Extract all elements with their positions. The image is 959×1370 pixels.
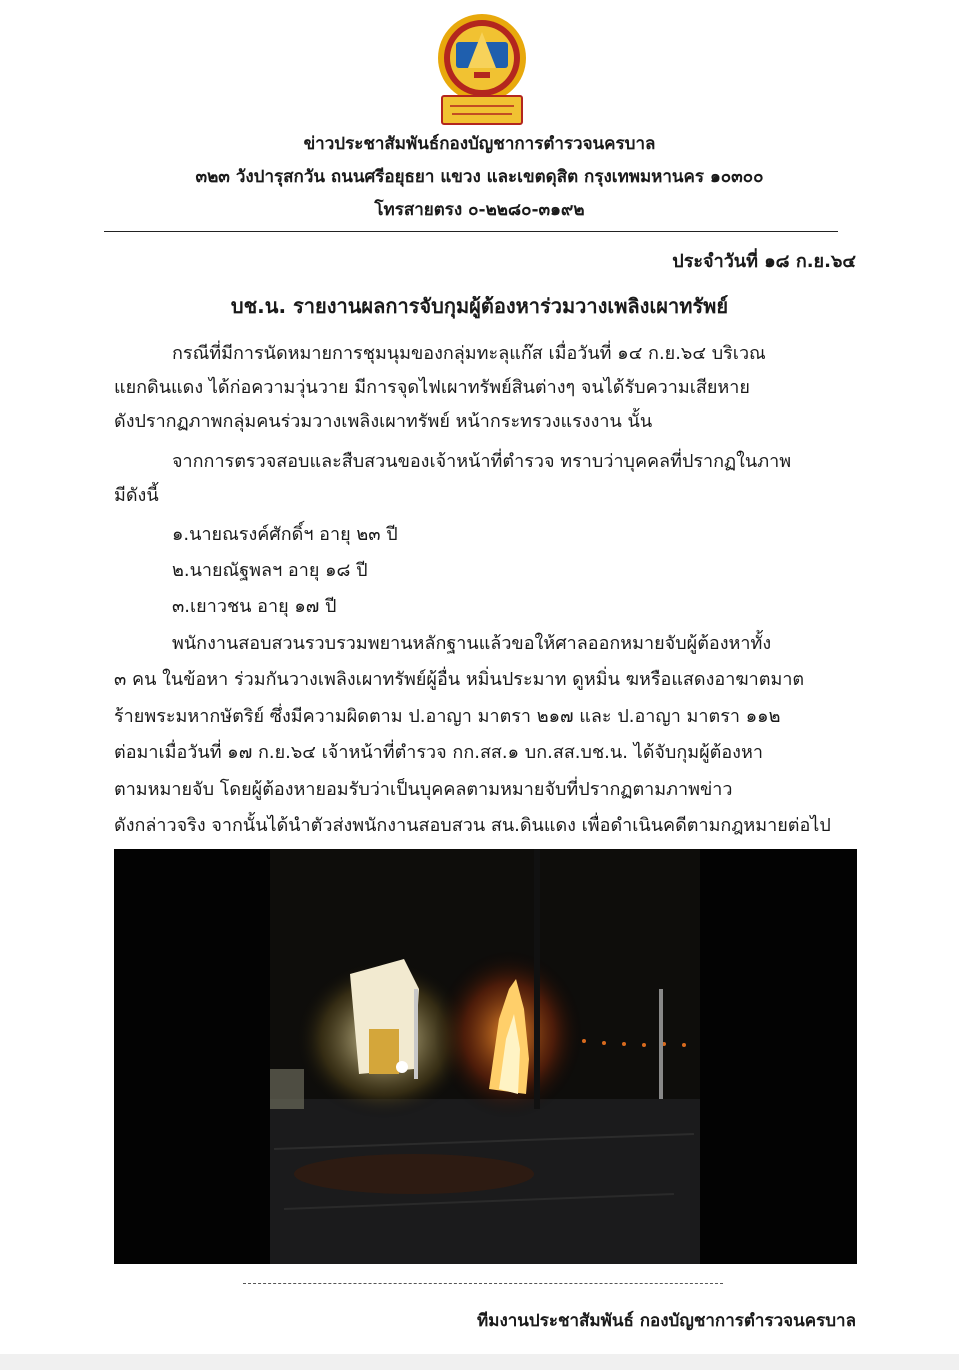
police-division-emblem-icon bbox=[434, 10, 530, 128]
body-line: ดังกล่าวจริง จากนั้นได้นำตัวส่งพนักงานสอบสวน สน.ดินแดง เพื่อดำเนินคดีตามกฎหมายต่อไป bbox=[114, 815, 831, 836]
page-bottom-band bbox=[0, 1354, 959, 1370]
body-line: ต่อมาเมื่อวันที่ ๑๗ ก.ย.๖๔ เจ้าหน้าที่ตำรวจ กก.สส.๑ บก.สส.บช.น. ได้จับกุมผู้ต้องหา bbox=[114, 742, 763, 763]
header-phone: โทรสายตรง ๐-๒๒๘๐-๓๑๙๒ bbox=[374, 200, 585, 220]
header-divider bbox=[104, 231, 838, 232]
suspect-item: ๓.เยาวชน อายุ ๑๗ ปี bbox=[172, 596, 337, 617]
body-line: ตามหมายจับ โดยผู้ต้องหายอมรับว่าเป็นบุคคลตามหมายจับที่ปรากฏตามภาพข่าว bbox=[114, 779, 733, 800]
news-headline: บช.น. รายงานผลการจับกุมผู้ต้องหาร่วมวางเพลิงเผาทรัพย์ bbox=[230, 294, 729, 318]
header-org-title: ข่าวประชาสัมพันธ์กองบัญชาการตำรวจนครบาล bbox=[303, 134, 656, 154]
footer-divider bbox=[243, 1283, 723, 1284]
news-photo bbox=[114, 849, 857, 1264]
body-line: ร้ายพระมหากษัตริย์ ซึ่งมีความผิดตาม ป.อาญา มาตรา ๒๑๗ และ ป.อาญา มาตรา ๑๑๒ bbox=[114, 706, 781, 727]
body-line: แยกดินแดง ได้ก่อความวุ่นวาย มีการจุดไฟเผาทรัพย์สินต่างๆ จนได้รับความเสียหาย bbox=[114, 377, 750, 398]
suspect-item: ๒.นายณัฐพลฯ อายุ ๑๘ ปี bbox=[172, 560, 368, 581]
footer-signature: ทีมงานประชาสัมพันธ์ กองบัญชาการตำรวจนครบาล bbox=[477, 1311, 856, 1331]
body-line: ดังปรากฏภาพกลุ่มคนร่วมวางเพลิงเผาทรัพย์ หน้ากระทรวงแรงงาน นั้น bbox=[114, 411, 653, 432]
body-line: จากการตรวจสอบและสืบสวนของเจ้าหน้าที่ตำรวจ ทราบว่าบุคคลที่ปรากฏในภาพ bbox=[172, 451, 792, 472]
body-line: กรณีที่มีการนัดหมายการชุมนุมของกลุ่มทะลุแก๊ส เมื่อวันที่ ๑๔ ก.ย.๖๔ บริเวณ bbox=[172, 343, 766, 364]
body-line: ๓ คน ในข้อหา ร่วมกันวางเพลิงเผาทรัพย์ผู้อื่น หมิ่นประมาท ดูหมิ่น ฆหรือแสดงอาฆาตมาต bbox=[114, 669, 805, 690]
header-address: ๓๒๓ วังปารุสกวัน ถนนศรีอยุธยา แขวง และเขตดุสิต กรุงเทพมหานคร ๑๐๓๐๐ bbox=[195, 167, 764, 187]
body-line: พนักงานสอบสวนรวบรวมพยานหลักฐานแล้วขอให้ศาลออกหมายจับผู้ต้องหาทั้ง bbox=[172, 633, 772, 654]
suspect-item: ๑.นายณรงค์ศักดิ์ฯ อายุ ๒๓ ปี bbox=[172, 524, 398, 545]
body-line: มีดังนี้ bbox=[114, 485, 159, 506]
issue-date: ประจำวันที่ ๑๘ ก.ย.๖๔ bbox=[672, 251, 856, 272]
